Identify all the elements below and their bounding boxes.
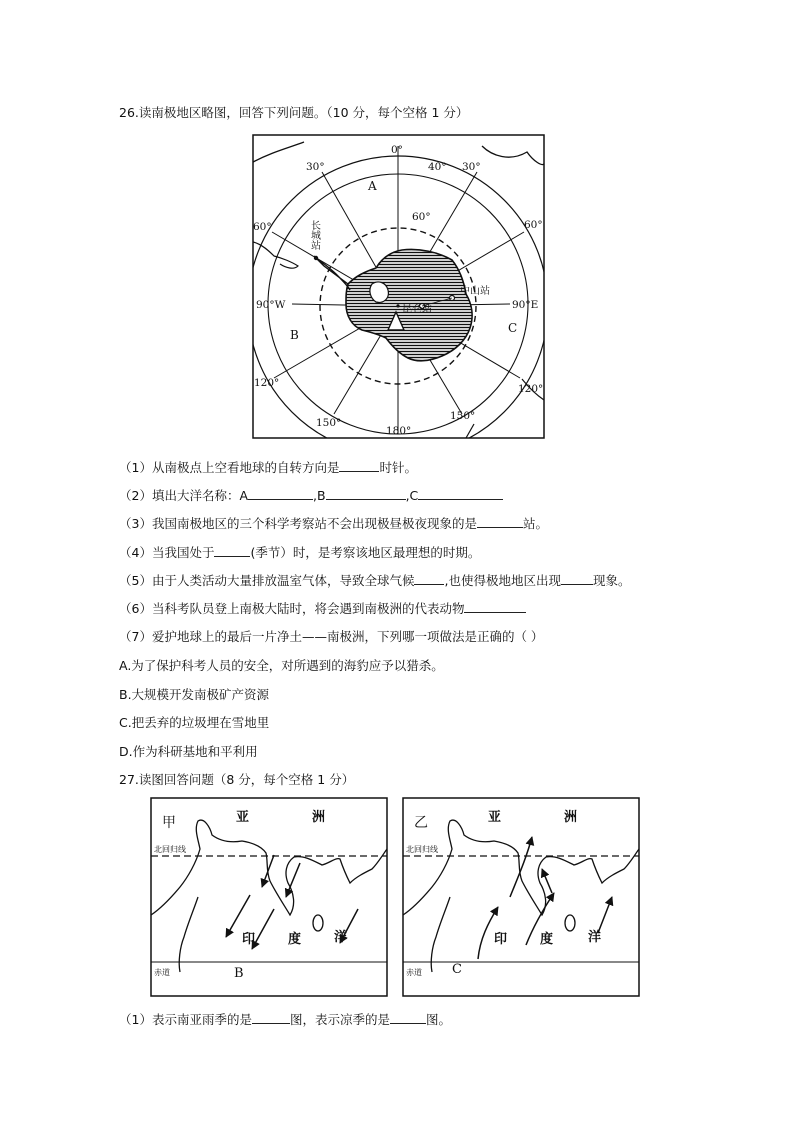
jia-ocean-3: 洋 bbox=[334, 930, 348, 945]
q26-s5 bbox=[119, 571, 630, 589]
monsoon-map-yi bbox=[402, 797, 640, 997]
yi-letter: C bbox=[452, 962, 462, 977]
jia-ocean-1: 印 bbox=[242, 932, 256, 947]
q26-s4-text-b: (季节）时，是考察该地区最理想的时期。 bbox=[250, 545, 481, 560]
q26-s1-text-a: （1）从南极点上空看地球的自转方向是 bbox=[119, 460, 340, 475]
label-150-left: 150° bbox=[316, 417, 342, 429]
yi-ocean-1: 印 bbox=[494, 932, 508, 947]
zhongshan-label: 中山站 bbox=[460, 286, 490, 297]
label-40: 40° bbox=[428, 161, 447, 173]
answer-blank-season[interactable] bbox=[214, 543, 250, 557]
jia-asia-1: 亚 bbox=[236, 810, 250, 825]
ocean-c: C bbox=[508, 321, 518, 335]
label-120-left: 120° bbox=[254, 377, 280, 389]
antarctica-map bbox=[252, 134, 545, 439]
q26-s6-text-a: （6）当科考队员登上南极大陆时，将会遇到南极洲的代表动物 bbox=[119, 601, 465, 616]
q26-s3 bbox=[119, 514, 548, 532]
changcheng-station-dot bbox=[314, 256, 318, 260]
q26-s4 bbox=[119, 543, 480, 561]
answer-blank-ocean-b[interactable] bbox=[326, 486, 406, 500]
label-30-left: 30° bbox=[306, 161, 325, 173]
jia-equator-label: 赤道 bbox=[154, 968, 170, 977]
label-60-right: 60° bbox=[524, 219, 543, 231]
q26-option-c[interactable]: C.把丢弃的垃圾埋在雪地里 bbox=[119, 715, 270, 730]
jia-letter: B bbox=[234, 966, 244, 981]
label-60-left: 60° bbox=[253, 221, 272, 233]
ocean-b: B bbox=[290, 328, 299, 342]
yi-ocean-3: 洋 bbox=[588, 930, 602, 945]
yi-tag: 乙 bbox=[414, 815, 428, 831]
kunlun-label: 昆仑站 bbox=[402, 304, 432, 315]
q26-s2 bbox=[119, 486, 503, 504]
q26-option-d[interactable]: D.作为科研基地和平利用 bbox=[119, 744, 258, 759]
answer-blank-rotation[interactable] bbox=[339, 458, 379, 472]
label-60-lat: 60° bbox=[412, 211, 431, 223]
q26-s5-text-c: 现象。 bbox=[592, 573, 631, 588]
yi-asia-1: 亚 bbox=[488, 810, 502, 825]
q26-s5-text-a: （5）由于人类活动大量排放温室气体，导致全球气候 bbox=[119, 573, 415, 588]
yi-equator-label: 赤道 bbox=[406, 968, 422, 977]
label-30-right: 30° bbox=[462, 161, 481, 173]
q26-s7: （7）爱护地球上的最后一片净土——南极洲，下列哪一项做法是正确的（ ） bbox=[119, 629, 544, 644]
label-180: 180° bbox=[386, 425, 412, 437]
answer-blank-animal[interactable] bbox=[464, 599, 526, 613]
changcheng-label: 长城站 bbox=[308, 220, 320, 250]
answer-blank-climate[interactable] bbox=[414, 571, 444, 585]
q26-option-a[interactable]: A.为了保护科考人员的安全，对所遇到的海豹应予以猎杀。 bbox=[119, 658, 444, 673]
jia-ocean-2: 度 bbox=[288, 932, 302, 947]
answer-blank-station[interactable] bbox=[477, 514, 523, 528]
ocean-a: A bbox=[368, 179, 377, 193]
q26-s2-text-c: ,C bbox=[405, 488, 419, 503]
q27-s1-text-c: 图。 bbox=[425, 1012, 451, 1027]
answer-blank-cool[interactable] bbox=[390, 1010, 426, 1024]
yi-tropic-label: 北回归线 bbox=[406, 845, 438, 854]
q27-s1-text-a: （1）表示南亚雨季的是 bbox=[119, 1012, 252, 1027]
q26-option-b[interactable]: B.大规模开发南极矿产资源 bbox=[119, 687, 270, 702]
q26-s1-text-b: 时针。 bbox=[379, 460, 417, 475]
label-120-right: 120° bbox=[518, 383, 544, 395]
answer-blank-ocean-c[interactable] bbox=[418, 486, 503, 500]
jia-asia-2: 洲 bbox=[312, 810, 326, 825]
answer-blank-rainy[interactable] bbox=[252, 1010, 290, 1024]
label-0: 0° bbox=[391, 144, 403, 156]
q26-s2-text-b: ,B bbox=[313, 488, 326, 503]
q26-s5-text-b: ,也使得极地地区出现 bbox=[444, 573, 561, 588]
q26-s4-text-a: （4）当我国处于 bbox=[119, 545, 215, 560]
yi-ocean-2: 度 bbox=[540, 932, 554, 947]
answer-blank-ocean-a[interactable] bbox=[248, 486, 313, 500]
q26-s2-text-a: （2）填出大洋名称：A bbox=[119, 488, 249, 503]
q27-s1 bbox=[119, 1010, 451, 1028]
yi-asia-2: 洲 bbox=[564, 810, 578, 825]
q26-s3-text-b: 站。 bbox=[522, 516, 548, 531]
jia-tropic-label: 北回归线 bbox=[154, 845, 186, 854]
q26-s1 bbox=[119, 458, 417, 476]
label-90w: 90°W bbox=[256, 299, 286, 311]
monsoon-map-jia bbox=[150, 797, 388, 997]
answer-blank-phenomenon[interactable] bbox=[561, 571, 593, 585]
q26-s3-text-a: （3）我国南极地区的三个科学考察站不会出现极昼极夜现象的是 bbox=[119, 516, 477, 531]
label-150-right: 150° bbox=[450, 410, 476, 422]
q26-s6 bbox=[119, 599, 526, 617]
jia-tag: 甲 bbox=[162, 815, 176, 831]
q27-s1-text-b: 图，表示凉季的是 bbox=[289, 1012, 390, 1027]
q26-title: 26.读南极地区略图，回答下列问题。（10 分，每个空格 1 分） bbox=[119, 105, 469, 120]
label-90e: 90°E bbox=[512, 299, 539, 311]
q27-title: 27.读图回答问题（8 分，每个空格 1 分） bbox=[119, 772, 355, 787]
